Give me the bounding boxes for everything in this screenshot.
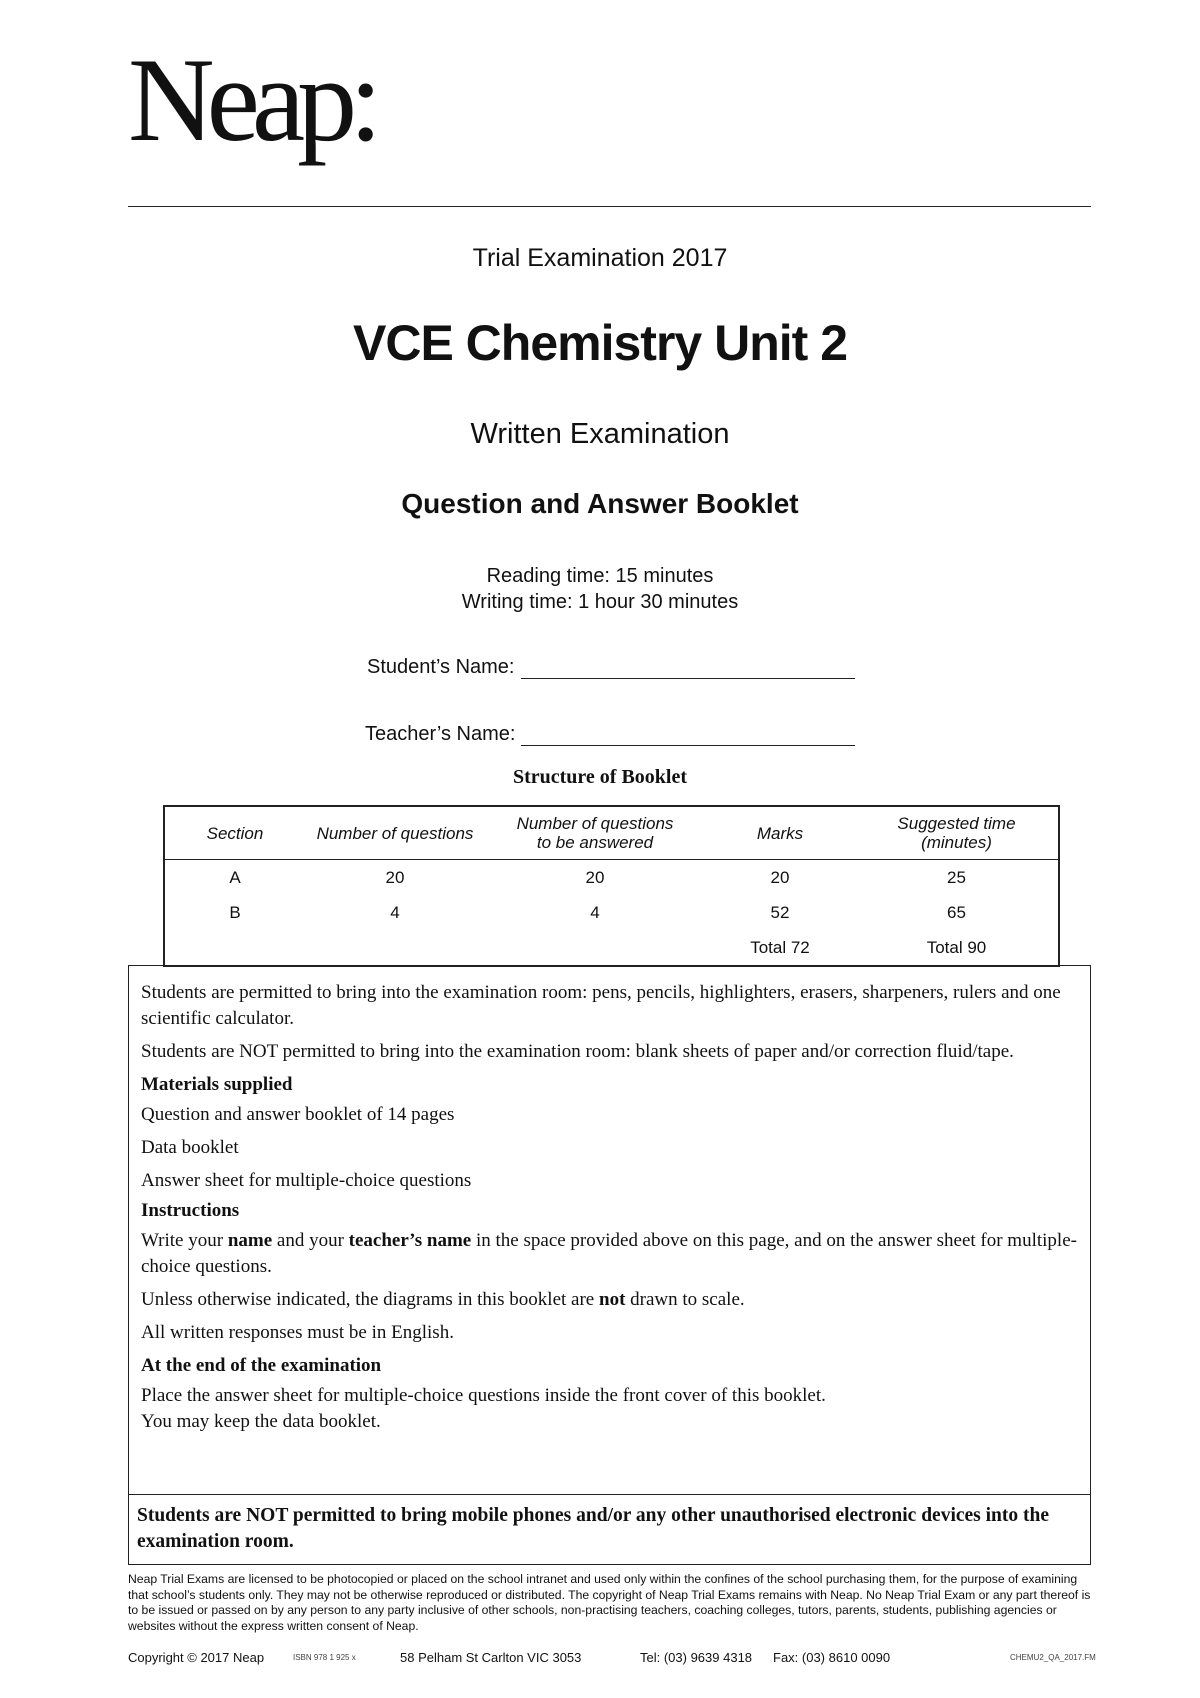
cell-section: B	[229, 902, 241, 922]
instruction-name: Write your name and your teacher’s name in the space provided above on this page, and on the answer sheet for multiple-choice questions.	[141, 1230, 1077, 1277]
instruction-scale: Unless otherwise indicated, the diagrams in this booklet are not drawn to scale.	[141, 1289, 745, 1310]
cell-answered: 4	[590, 902, 600, 922]
footer-tel: Tel: (03) 9639 4318	[640, 1650, 753, 1665]
booklet-title: Question and Answer Booklet	[401, 488, 799, 519]
legal-notice: Neap Trial Exams are licensed to be photocopied or placed on the school intranet and used only within the confines of the school purchasing them, for the purpose of examining that school’s students only. They may not be otherwise reproduced or distributed. The copyright of Neap Trial Exams remains with Neap. No Neap Trial Exam or any part thereof is to be issued or passed on by any person to any party inclusive of other schools, non-practising teachers, coaching colleges, tutors, parents, students, publishing agencies or websites without the express written consent of Neap.	[128, 1572, 1091, 1633]
instruction-english: All written responses must be in English.	[141, 1322, 454, 1343]
footer-fax: Fax: (03) 8610 0090	[773, 1650, 891, 1665]
end-heading: At the end of the examination	[141, 1355, 382, 1376]
cell-answered	[485, 930, 705, 966]
structure-table	[163, 805, 1060, 967]
neap-logo: Neap:	[128, 33, 375, 166]
materials-heading: Materials supplied	[141, 1074, 293, 1095]
table-row	[164, 860, 1059, 896]
not-permitted-text: Students are NOT permitted to bring into the examination room: blank sheets of paper and/or correction fluid/tape.	[141, 1041, 1014, 1062]
header-rule	[128, 206, 1091, 207]
header-answered: Number of questions to be answered	[485, 806, 705, 860]
list-item: Question and answer booklet of 14 pages	[141, 1104, 455, 1125]
instructions-box	[128, 965, 1091, 1565]
student-name-row	[367, 656, 855, 679]
table-row	[164, 895, 1059, 930]
instructions-heading: Instructions	[141, 1200, 240, 1221]
cell-time-total: Total 90	[926, 937, 987, 957]
cell-marks-total: Total 72	[750, 937, 810, 957]
student-name-field[interactable]	[521, 658, 855, 679]
list-item: Answer sheet for multiple-choice questions	[141, 1170, 472, 1191]
cell-answered: 20	[585, 867, 605, 887]
permitted-text: Students are permitted to bring into the examination room: pens, pencils, highlighters, erasers, sharpeners, rulers and one scientific calculator.	[141, 982, 1061, 1029]
list-item: Data booklet	[141, 1137, 239, 1158]
footer-address: 58 Pelham St Carlton VIC 3053	[400, 1650, 582, 1665]
exam-subtitle: Written Examination	[470, 418, 730, 450]
cell-section	[164, 930, 305, 966]
cell-section: A	[229, 867, 241, 887]
teacher-name-row	[365, 723, 855, 746]
trial-exam-label: Trial Examination 2017	[472, 244, 728, 272]
device-warning: Students are NOT permitted to bring mobile phones and/or any other unauthorised electronic devices into the examination room.	[129, 1494, 1090, 1555]
header-time: Suggested time (minutes)	[855, 806, 1059, 860]
cell-number: 4	[390, 902, 400, 922]
teacher-name-field[interactable]	[521, 725, 855, 746]
end-instruction-2: You may keep the data booklet.	[141, 1411, 381, 1432]
end-instruction-1: Place the answer sheet for multiple-choice questions inside the front cover of this booklet.	[141, 1385, 826, 1406]
footer-code: CHEMU2_QA_2017.FM	[1010, 1653, 1096, 1662]
header-number: Number of questions	[305, 806, 485, 860]
teacher-name-label: Teacher’s Name:	[365, 723, 516, 745]
cell-marks: 52	[770, 902, 790, 922]
footer-copyright: Copyright © 2017 Neap	[128, 1650, 265, 1665]
structure-title: Structure of Booklet	[512, 766, 688, 788]
table-header-row	[164, 806, 1059, 860]
reading-time: Reading time: 15 minutes	[486, 565, 714, 587]
page-title: VCE Chemistry Unit 2	[352, 315, 847, 371]
header-marks: Marks	[705, 806, 855, 860]
footer-isbn: ISBN 978 1 925 x	[293, 1653, 356, 1662]
writing-time: Writing time: 1 hour 30 minutes	[461, 591, 739, 613]
cell-time: 25	[947, 867, 966, 887]
cell-number	[305, 930, 485, 966]
student-name-label: Student’s Name:	[367, 656, 515, 678]
cell-marks: 20	[770, 867, 790, 887]
cell-time: 65	[947, 902, 966, 922]
header-section: Section	[164, 806, 305, 860]
table-total-row	[164, 930, 1059, 966]
cell-number: 20	[385, 867, 405, 887]
